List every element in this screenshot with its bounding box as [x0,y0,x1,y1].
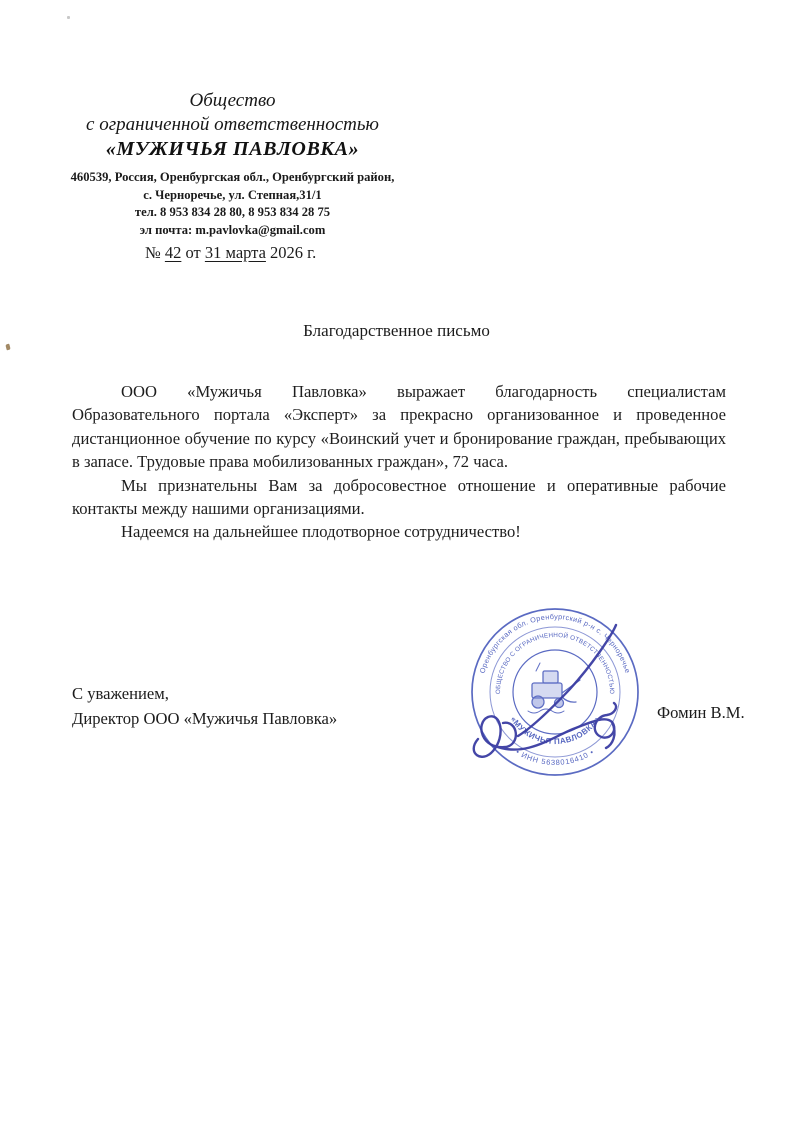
stamp-emblem-harvester-icon [528,663,580,713]
address-line: с. Черноречье, ул. Степная,31/1 [143,187,322,202]
closing-block [72,682,337,731]
ref-date: 31 марта [204,243,266,262]
stamp-middle-circle [490,627,620,757]
document-title: Благодарственное письмо [303,321,490,340]
stamp-outer-circle [472,609,638,775]
ref-suffix: 2026 г. [265,243,317,262]
scan-speck [5,344,10,351]
letterhead [15,89,450,162]
org-name: «МУЖИЧЬЯ ПАВЛОВКА» [105,138,360,160]
stamp-inner-circle [513,650,597,734]
org-type-line1: Общество [189,90,276,111]
closing-position: Директор ООО «Мужичья Павловка» [72,708,338,728]
svg-text:Оренбургская обл. Оренбургский [478,612,633,674]
signer-name: Фомин В.М. [657,703,745,722]
stamp-outer-top-text: Оренбургская обл. Оренбургский р-н с. Черноречье [477,611,633,675]
signature-scrawl [474,625,616,757]
ref-prefix: № [145,243,165,262]
svg-text:«МУЖИЧЬЯ ПАВЛОВКА» [509,715,602,746]
org-type-line2: с ограниченной ответственностью [86,114,379,135]
stamp-inner-top-text: ОБЩЕСТВО С ОГРАНИЧЕННОЙ ОТВЕТСТВЕННОСТЬЮ [494,631,616,695]
stamp-inner-bottom-text: «МУЖИЧЬЯ ПАВЛОВКА» [508,714,602,747]
body-paragraph: ООО «Мужичья Павловка» выражает благодарность специалистам Образовательного портала «Эксперт» за прекрасно организованное и проведенное дистанционное обучение по курсу «Воинский учет и бронирование граждан, пребывающих в запасе. Трудовые права мобилизованных граждан», 72 часа. [72,382,726,472]
letter-body [72,380,726,544]
stamp-and-signature [440,585,670,795]
stamp-seal [440,585,670,795]
ref-number: 42 [164,243,182,262]
stamp-outer-bottom-text: • ИНН 5638016410 • [514,747,596,768]
body-paragraph: Надеемся на дальнейшее плодотворное сотрудничество! [121,522,521,542]
svg-text:• ИНН 5638016410 • [514,747,596,767]
reference-line [145,243,316,263]
svg-text:ОБЩЕСТВО С ОГРАНИЧЕННОЙ ОТВЕТС [495,631,615,695]
phone-line: тел. 8 953 834 28 80, 8 953 834 28 75 [134,205,331,219]
body-paragraph: Мы признательны Вам за добросовестное отношение и оперативные рабочие контакты между нашими организациями. [72,475,726,519]
closing-salutation: С уважением, [72,684,169,703]
ref-middle: от [181,243,205,262]
scan-speck [67,16,70,19]
email-line: эл почта: m.pavlovka@gmail.com [139,222,326,237]
letterhead-address [15,169,450,239]
address-line: 460539, Россия, Оренбургская обл., Оренбургский район, [70,170,395,184]
